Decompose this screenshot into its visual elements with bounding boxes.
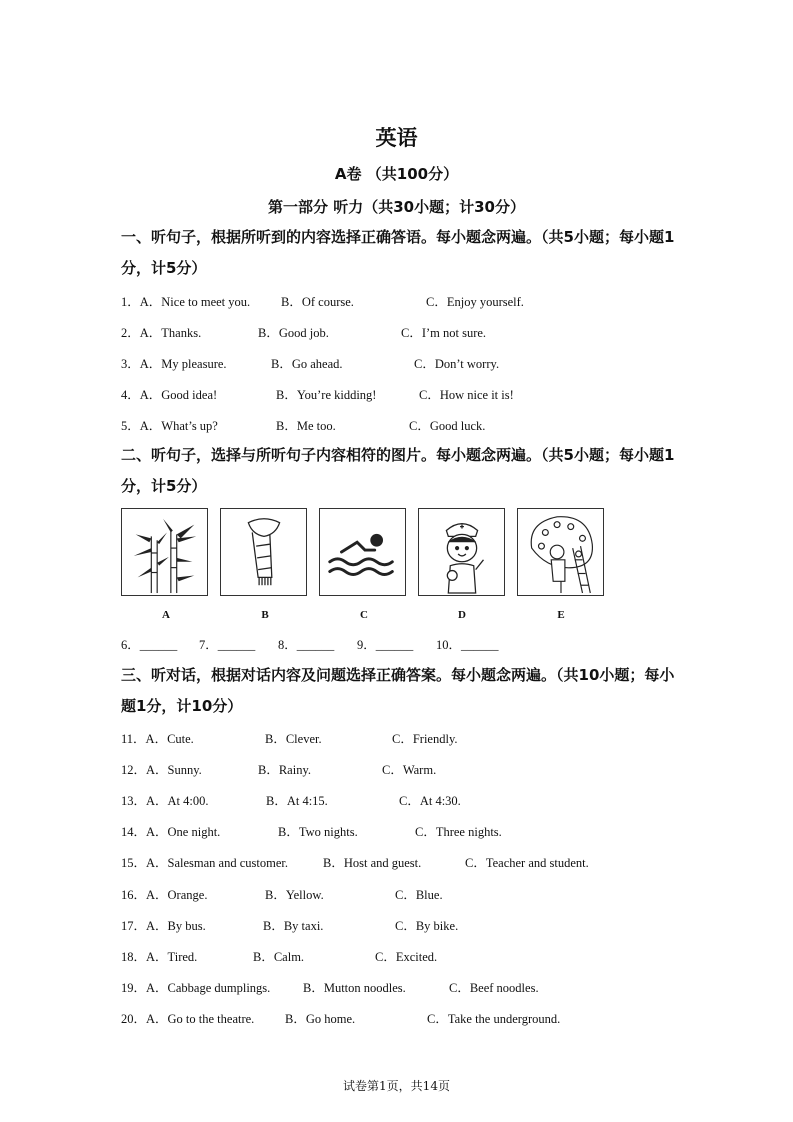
option-n: 1．A．Nice to meet you. — [121, 295, 251, 309]
option-c: C．Warm. — [382, 763, 437, 777]
scarf-icon — [221, 509, 306, 595]
option-n: 4．A．Good idea! — [121, 388, 218, 402]
option-b: B．Clever. — [265, 732, 322, 746]
answer-blank[interactable]: 6．______ — [121, 638, 178, 652]
picture-e-apple-picking — [517, 508, 604, 596]
option-n: 5．A．What’s up? — [121, 419, 218, 433]
nurse-icon — [419, 509, 504, 595]
option-b: B．Yellow. — [265, 888, 324, 902]
option-b: B．You’re kidding! — [276, 388, 377, 402]
option-n: 15．A．Salesman and customer. — [121, 856, 288, 870]
picture-label: C — [360, 609, 368, 621]
section-3-heading: 三、听对话，根据对话内容及问题选择正确答案。每小题念两遍。（共10小题；每小题1分，计10分） — [121, 666, 675, 715]
option-b: B．Mutton noodles. — [303, 981, 406, 995]
option-b: B．Rainy. — [258, 763, 312, 777]
page-title: 英语 — [375, 126, 418, 150]
option-n: 13．A．At 4:00. — [121, 794, 209, 808]
picture-a-bamboo — [121, 508, 208, 596]
swimming-icon — [320, 509, 405, 595]
page-footer: 试卷第1页，共14页 — [343, 1079, 450, 1093]
answer-blank[interactable]: 7．______ — [199, 638, 256, 652]
option-n: 17．A．By bus. — [121, 919, 206, 933]
option-c: C．By bike. — [395, 919, 459, 933]
option-b: B．At 4:15. — [266, 794, 328, 808]
option-c: C．Blue. — [395, 888, 443, 902]
picture-label: A — [162, 609, 170, 621]
answer-blank[interactable]: 9．______ — [357, 638, 414, 652]
answer-blank[interactable]: 8．______ — [278, 638, 335, 652]
apple-picking-icon — [518, 509, 603, 595]
option-c: C．Friendly. — [392, 732, 458, 746]
answer-blank[interactable]: 10．______ — [436, 638, 499, 652]
part-heading: 第一部分 听力（共30小题；计30分） — [268, 198, 525, 216]
option-c: C．Take the underground. — [427, 1012, 561, 1026]
option-n: 19．A．Cabbage dumplings. — [121, 981, 271, 995]
option-b: B．Go ahead. — [271, 357, 343, 371]
option-c: C．Don’t worry. — [414, 357, 500, 371]
option-n: 14．A．One night. — [121, 825, 221, 839]
option-b: B．By taxi. — [263, 919, 324, 933]
picture-b-scarf — [220, 508, 307, 596]
option-c: C．Excited. — [375, 950, 438, 964]
option-c: C．I’m not sure. — [401, 326, 487, 340]
option-n: 20．A．Go to the theatre. — [121, 1012, 255, 1026]
option-b: B．Of course. — [281, 295, 354, 309]
section-2-heading: 二、听句子，选择与所听句子内容相符的图片。每小题念两遍。（共5小题；每小题1分，计5分） — [121, 446, 675, 495]
picture-label: E — [557, 609, 565, 621]
option-n: 11．A．Cute. — [121, 732, 194, 746]
paper-subtitle: A卷 （共100分） — [334, 165, 459, 183]
option-b: B．Me too. — [276, 419, 336, 433]
option-c: C．How nice it is! — [419, 388, 514, 402]
section-1-heading: 一、听句子，根据所听到的内容选择正确答语。每小题念两遍。（共5小题；每小题1分，计5分） — [121, 228, 675, 277]
picture-c-swimming — [319, 508, 406, 596]
option-c: C．Good luck. — [409, 419, 486, 433]
option-b: B．Go home. — [285, 1012, 356, 1026]
option-c: C．At 4:30. — [399, 794, 461, 808]
option-n: 3．A．My pleasure. — [121, 357, 227, 371]
option-c: C．Three nights. — [415, 825, 502, 839]
picture-label: B — [261, 609, 269, 621]
picture-label: D — [458, 609, 466, 621]
option-b: B．Host and guest. — [323, 856, 422, 870]
bamboo-icon — [122, 509, 207, 595]
option-b: B．Calm. — [253, 950, 305, 964]
option-n: 2．A．Thanks. — [121, 326, 202, 340]
option-n: 18．A．Tired. — [121, 950, 198, 964]
option-b: B．Two nights. — [278, 825, 358, 839]
option-n: 16．A．Orange. — [121, 888, 208, 902]
option-c: C．Beef noodles. — [449, 981, 539, 995]
option-c: C．Enjoy yourself. — [426, 295, 524, 309]
picture-d-nurse — [418, 508, 505, 596]
option-n: 12．A．Sunny. — [121, 763, 202, 777]
option-b: B．Good job. — [258, 326, 329, 340]
option-c: C．Teacher and student. — [465, 856, 589, 870]
